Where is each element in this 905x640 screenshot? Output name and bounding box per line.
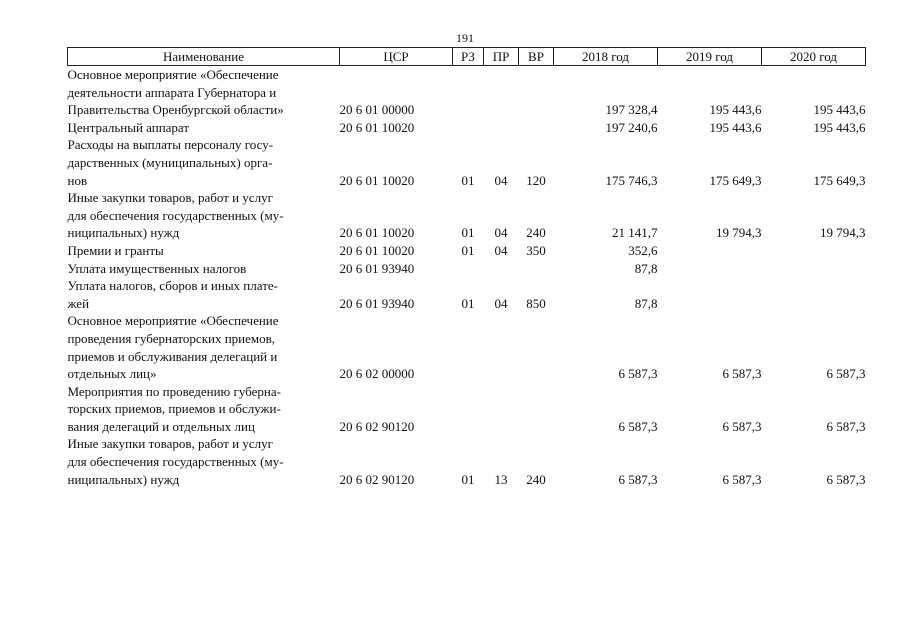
budget-table [67, 47, 866, 488]
cell-2019: 195 443,6 [709, 119, 762, 135]
cell-2018: 6 587,3 [618, 418, 658, 434]
cell-csr: 20 6 02 00000 [339, 366, 415, 382]
cell-pr: 04 [494, 295, 508, 311]
name-line: Премии и гранты [67, 242, 164, 258]
name-line: Уплата налогов, сборов и иных плате- [67, 278, 278, 294]
cell-vr [519, 260, 554, 278]
table-row [68, 277, 866, 312]
cell-csr: 20 6 01 10020 [339, 242, 415, 258]
cell-2019 [658, 277, 762, 312]
cell-2018: 87,8 [634, 260, 658, 276]
cell-name [68, 189, 340, 242]
cell-name [68, 435, 340, 488]
cell-2018: 197 328,4 [605, 102, 658, 118]
cell-csr: 20 6 02 90120 [339, 418, 415, 434]
cell-rz [453, 312, 484, 382]
cell-vr: 850 [526, 295, 546, 311]
name-line: торских приемов, приемов и обслужи- [67, 401, 281, 417]
cell-2020: 6 587,3 [826, 418, 866, 434]
cell-name [68, 119, 340, 137]
cell-csr: 20 6 02 90120 [339, 471, 415, 487]
name-line: Уплата имущественных налогов [67, 260, 247, 276]
name-line: Основное мероприятие «Обеспечение [67, 313, 279, 329]
cell-pr [484, 383, 519, 436]
cell-vr: 240 [526, 225, 546, 241]
name-line: Иные закупки товаров, работ и услуг [67, 190, 273, 206]
name-line: ниципальных) нужд [67, 471, 180, 487]
name-line: для обеспечения государственных (му- [67, 454, 284, 470]
cell-pr: 04 [494, 225, 508, 241]
cell-name [68, 277, 340, 312]
cell-csr: 20 6 01 10020 [339, 172, 415, 188]
cell-csr: 20 6 01 93940 [339, 260, 415, 276]
cell-vr [519, 66, 554, 119]
table-header-row [68, 48, 866, 66]
cell-2019: 175 649,3 [709, 172, 762, 188]
cell-2020: 6 587,3 [826, 366, 866, 382]
name-line: дарственных (муниципальных) орга- [67, 154, 273, 170]
table-row [68, 119, 866, 137]
cell-2020: 19 794,3 [820, 225, 866, 241]
cell-pr [484, 260, 519, 278]
cell-rz: 01 [461, 295, 475, 311]
table-row [68, 66, 866, 119]
cell-vr: 350 [526, 242, 546, 258]
table-row [68, 242, 866, 260]
cell-2019: 6 587,3 [722, 471, 762, 487]
cell-rz [453, 260, 484, 278]
cell-name [68, 260, 340, 278]
cell-2018: 197 240,6 [605, 119, 658, 135]
name-line: Расходы на выплаты персоналу госу- [67, 137, 274, 153]
header-name: Наименование [68, 48, 340, 66]
name-line: Иные закупки товаров, работ и услуг [67, 436, 273, 452]
cell-pr: 13 [494, 471, 508, 487]
header-rz: РЗ [453, 48, 484, 66]
name-line: деятельности аппарата Губернатора и [67, 84, 277, 100]
name-line: нов [67, 172, 88, 188]
cell-2019 [658, 260, 762, 278]
header-csr: ЦСР [340, 48, 453, 66]
cell-name [68, 242, 340, 260]
cell-2019: 19 794,3 [716, 225, 762, 241]
name-line: жей [67, 295, 90, 311]
cell-2018: 6 587,3 [618, 366, 658, 382]
cell-rz [453, 66, 484, 119]
cell-2019: 195 443,6 [709, 102, 762, 118]
cell-name [68, 136, 340, 189]
header-vr: ВР [519, 48, 554, 66]
name-line: Правительства Оренбургской области» [67, 102, 284, 118]
cell-rz: 01 [461, 172, 475, 188]
cell-csr: 20 6 01 00000 [339, 102, 415, 118]
cell-pr: 04 [494, 172, 508, 188]
cell-2020: 195 443,6 [813, 119, 866, 135]
cell-2020: 175 649,3 [813, 172, 866, 188]
cell-2019: 6 587,3 [722, 418, 762, 434]
cell-pr [484, 66, 519, 119]
cell-vr: 240 [526, 471, 546, 487]
header-2020: 2020 год [762, 48, 866, 66]
cell-2018: 21 141,7 [612, 225, 658, 241]
cell-vr [519, 312, 554, 382]
cell-rz: 01 [461, 225, 475, 241]
cell-rz: 01 [461, 471, 475, 487]
cell-name [68, 66, 340, 119]
cell-vr: 120 [526, 172, 546, 188]
cell-csr: 20 6 01 10020 [339, 119, 415, 135]
cell-rz: 01 [461, 242, 475, 258]
cell-csr: 20 6 01 10020 [339, 225, 415, 241]
cell-2019: 6 587,3 [722, 366, 762, 382]
table-row [68, 435, 866, 488]
table-row [68, 189, 866, 242]
name-line: отдельных лиц» [67, 366, 157, 382]
table-row [68, 260, 866, 278]
name-line: ниципальных) нужд [67, 225, 180, 241]
cell-csr: 20 6 01 93940 [339, 295, 415, 311]
header-2018: 2018 год [554, 48, 658, 66]
name-line: Центральный аппарат [67, 119, 190, 135]
cell-2020: 195 443,6 [813, 102, 866, 118]
table-row [68, 312, 866, 382]
cell-pr [484, 119, 519, 137]
name-line: Основное мероприятие «Обеспечение [67, 67, 279, 82]
cell-name [68, 312, 340, 382]
name-line: вания делегаций и отдельных лиц [67, 418, 255, 434]
header-pr: ПР [484, 48, 519, 66]
name-line: для обеспечения государственных (му- [67, 207, 284, 223]
cell-vr [519, 119, 554, 137]
cell-2018: 87,8 [634, 295, 658, 311]
cell-2018: 6 587,3 [618, 471, 658, 487]
cell-rz [453, 119, 484, 137]
name-line: приемов и обслуживания делегаций и [67, 348, 278, 364]
table-row [68, 383, 866, 436]
name-line: Мероприятия по проведению губерна- [67, 383, 281, 399]
cell-2020 [762, 260, 866, 278]
cell-2020 [762, 242, 866, 260]
cell-pr [484, 312, 519, 382]
cell-name [68, 383, 340, 436]
cell-rz [453, 383, 484, 436]
table-row [68, 136, 866, 189]
cell-2018: 175 746,3 [605, 172, 658, 188]
cell-2018: 352,6 [628, 242, 658, 258]
cell-2020: 6 587,3 [826, 471, 866, 487]
name-line: проведения губернаторских приемов, [67, 330, 276, 346]
cell-pr: 04 [494, 242, 508, 258]
page-number: 191 [456, 31, 474, 45]
cell-2019 [658, 242, 762, 260]
cell-vr [519, 383, 554, 436]
cell-2020 [762, 277, 866, 312]
header-2019: 2019 год [658, 48, 762, 66]
